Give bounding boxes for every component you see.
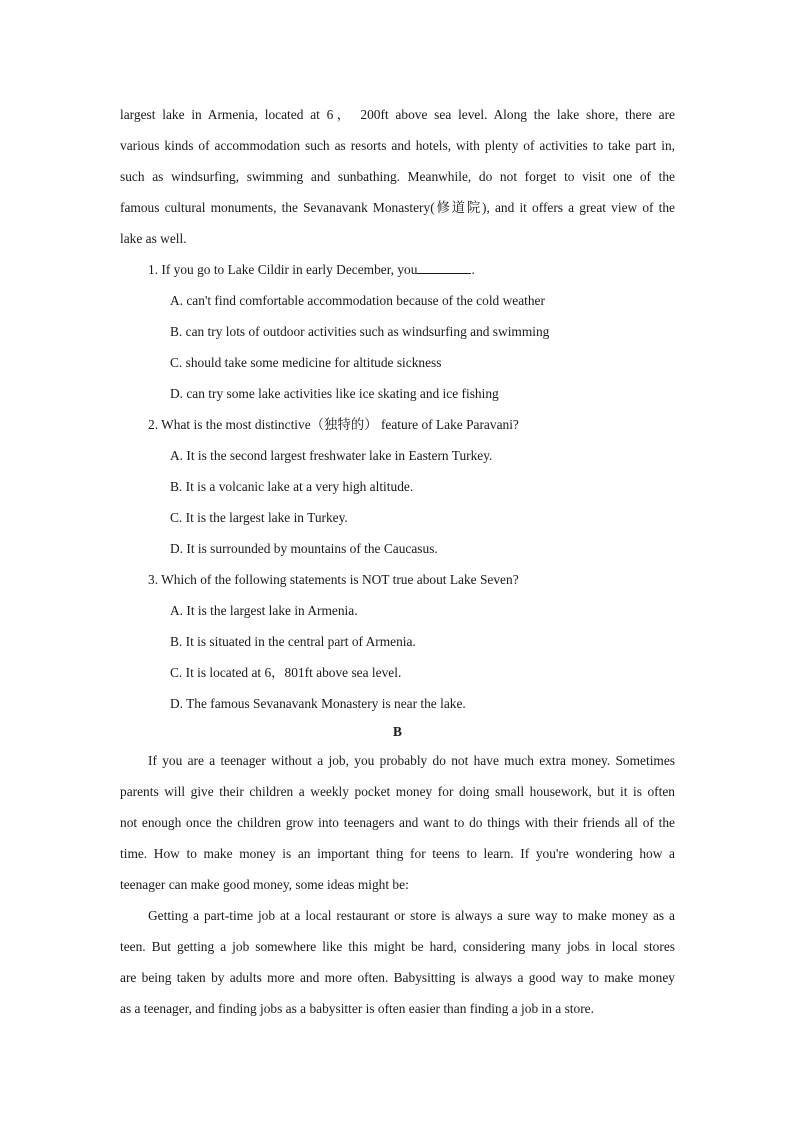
- text-line: lake as well.: [120, 231, 187, 246]
- text-line: If you are a teenager without a job, you probably do not have much extra money. Sometimes: [148, 753, 675, 768]
- option-a: A. It is the second largest freshwater lake in Eastern Turkey.: [170, 448, 493, 463]
- option-a: A. It is the largest lake in Armenia.: [170, 603, 358, 618]
- option-b: B. It is situated in the central part of Armenia.: [170, 634, 416, 649]
- text-line: Getting a part-time job at a local restaurant or store is always a sure way to make money as a: [148, 908, 675, 923]
- passage-b-paragraph-1: [120, 745, 675, 900]
- text-line: not enough once the children grow into teenagers and want to do things with their friends all of the: [120, 815, 675, 830]
- text-line: such as windsurfing, swimming and sunbathing. Meanwhile, do not forget to visit one of the: [120, 169, 675, 184]
- question-2: [120, 409, 675, 564]
- option-d: D. It is surrounded by mountains of the Caucasus.: [170, 541, 438, 556]
- question-stem: 3. Which of the following statements is NOT true about Lake Seven?: [148, 572, 519, 587]
- question-stem: [120, 254, 675, 285]
- text-line: time. How to make money is an important thing for teens to learn. If you're wondering how a: [120, 846, 675, 861]
- option-a: A. can't find comfortable accommodation because of the cold weather: [170, 293, 545, 308]
- text-line: largest lake in Armenia, located at 6， 200ft above sea level. Along the lake shore, there are: [120, 107, 675, 122]
- text-line: teenager can make good money, some ideas might be:: [120, 877, 409, 892]
- section-heading: B: [393, 724, 402, 739]
- question-1: [120, 254, 675, 409]
- text-line: as a teenager, and finding jobs as a babysitter is often easier than finding a job in a store.: [120, 1001, 594, 1016]
- question-stem-end: .: [471, 262, 475, 277]
- option-b: B. can try lots of outdoor activities such as windsurfing and swimming: [170, 324, 550, 339]
- text-line: parents will give their children a weekly pocket money for doing small housework, but it is often: [120, 784, 675, 799]
- option-b: B. It is a volcanic lake at a very high altitude.: [170, 479, 414, 494]
- option-c: C. should take some medicine for altitude sickness: [170, 355, 442, 370]
- passage-a-ending: [120, 99, 675, 254]
- text-line: various kinds of accommodation such as resorts and hotels, with plenty of activities to take part in,: [120, 138, 675, 153]
- text-line: famous cultural monuments, the Sevanavank Monastery(修道院), and it offers a great view of the: [120, 200, 675, 215]
- option-d: D. can try some lake activities like ice skating and ice fishing: [170, 386, 499, 401]
- question-3: [120, 564, 675, 719]
- question-stem: 2. What is the most distinctive（独特的） feature of Lake Paravani?: [148, 417, 519, 432]
- text-line: teen. But getting a job somewhere like this might be hard, considering many jobs in local stores: [120, 939, 675, 954]
- option-c: C. It is the largest lake in Turkey.: [170, 510, 348, 525]
- page-content: [120, 99, 675, 1024]
- passage-b-paragraph-2: [120, 900, 675, 1024]
- answer-blank: [417, 261, 471, 274]
- text-line: are being taken by adults more and more often. Babysitting is always a good way to make money: [120, 970, 675, 985]
- option-d: D. The famous Sevanavank Monastery is near the lake.: [170, 696, 466, 711]
- option-c: C. It is located at 6，801ft above sea level.: [170, 665, 402, 680]
- question-stem-text: 1. If you go to Lake Cildir in early December, you: [148, 262, 418, 277]
